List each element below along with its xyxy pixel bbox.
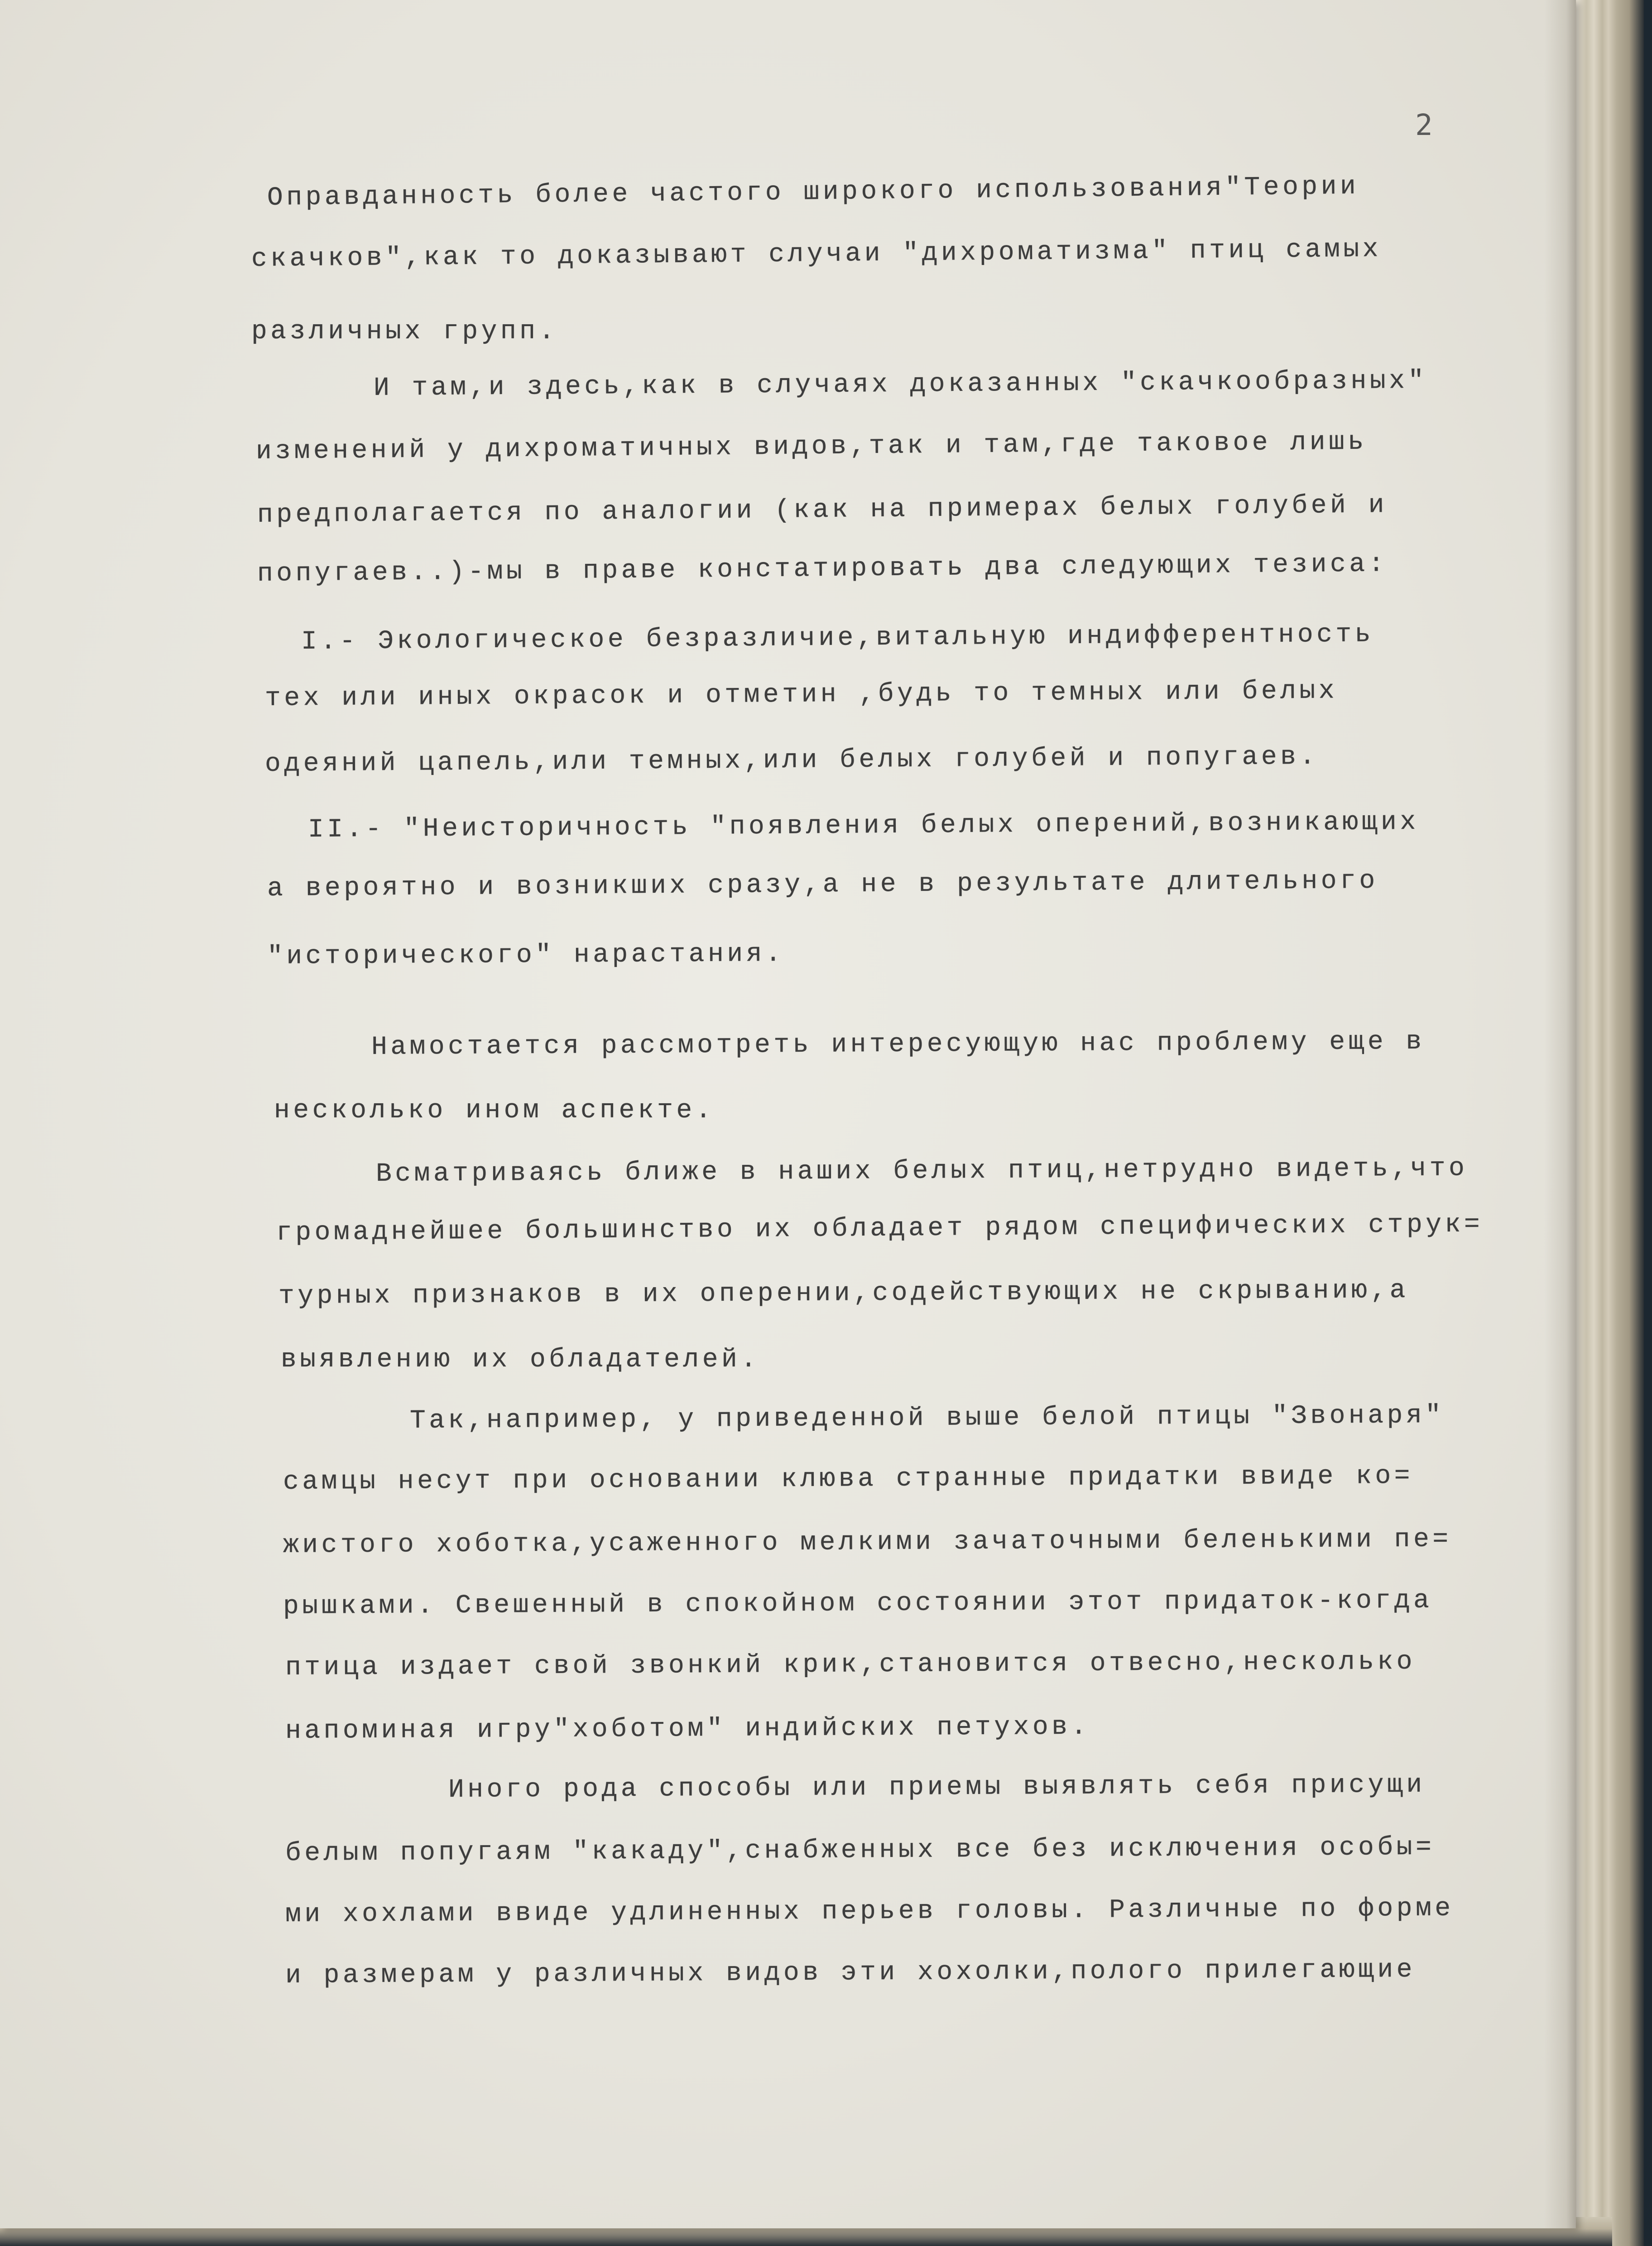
text-line: тех или иных окрасок и отметин ,будь то темных или белых [264, 676, 1338, 713]
text-line: Оправданность более частого широкого использования"Теории [267, 172, 1359, 213]
thesis-1-line: I.- Экологическое безразличие,витальную индифферентность [301, 620, 1374, 657]
text-line: несколько ином аспекте. [274, 1096, 715, 1125]
text-line: Так,например, у приведенной выше белой птицы "Звонаря" [409, 1401, 1445, 1436]
text-line: Всматриваясь ближе в наших белых птиц,нетрудно видеть,что [375, 1154, 1468, 1189]
text-line: изменений у дихроматичных видов,так и там,где таковое лишь [255, 427, 1367, 467]
text-line: турных признаков в их оперении,содействующих не скрыванию,а [278, 1275, 1409, 1311]
text-line: ми хохлами ввиде удлиненных перьев головы. Различные по форме [285, 1894, 1454, 1929]
text-line: предполагается по аналогии (как на примерах белых голубей и [257, 491, 1388, 530]
text-line: различных групп. [251, 317, 558, 346]
text-line: одеяний цапель,или темных,или белых голубей и попугаев. [264, 742, 1319, 779]
text-line: громаднейшее большинство их обладает рядом специфических струк= [276, 1210, 1484, 1248]
text-line: попугаев..)-мы в праве констатировать два следующих тезиса: [257, 549, 1388, 589]
text-line: птица издает свой звонкий крик,становится отвесно,несколько [285, 1647, 1416, 1683]
text-line: и размерам у различных видов эти хохолки,полого прилегающие [285, 1955, 1416, 1991]
text-line: рышками. Свешенный в спокойном состоянии этот придаток-когда [283, 1586, 1433, 1621]
text-line: самцы несут при основании клюва странные придатки ввиде ко= [283, 1461, 1414, 1497]
text-line: "исторического" нарастания. [267, 939, 785, 972]
text-line: И там,и здесь,как в случаях доказанных "скачкообразных" [373, 366, 1427, 403]
thesis-2-line: II.- "Неисторичность "появления белых оперений,возникающих [307, 807, 1419, 845]
text-line: напоминая игру"хоботом" индийских петухов. [285, 1712, 1090, 1746]
text-line: выявлению их обладателей. [281, 1345, 760, 1375]
text-line: белым попугаям "какаду",снабженных все без исключения особы= [285, 1832, 1435, 1868]
text-line: Иного рода способы или приемы выявлять себя присущи [448, 1770, 1426, 1805]
page-number: 2 [1415, 109, 1433, 142]
text-line: жистого хоботка,усаженного мелкими зачаточными беленькими пе= [283, 1525, 1452, 1560]
text-line: Намостается рассмотреть интересующую нас проблему еще в [371, 1027, 1425, 1062]
text-line: а вероятно и возникших сразу,а не в результате длительного [267, 866, 1378, 904]
text-line: скачков",как то доказывают случаи "дихроматизма" птиц самых [251, 235, 1382, 274]
